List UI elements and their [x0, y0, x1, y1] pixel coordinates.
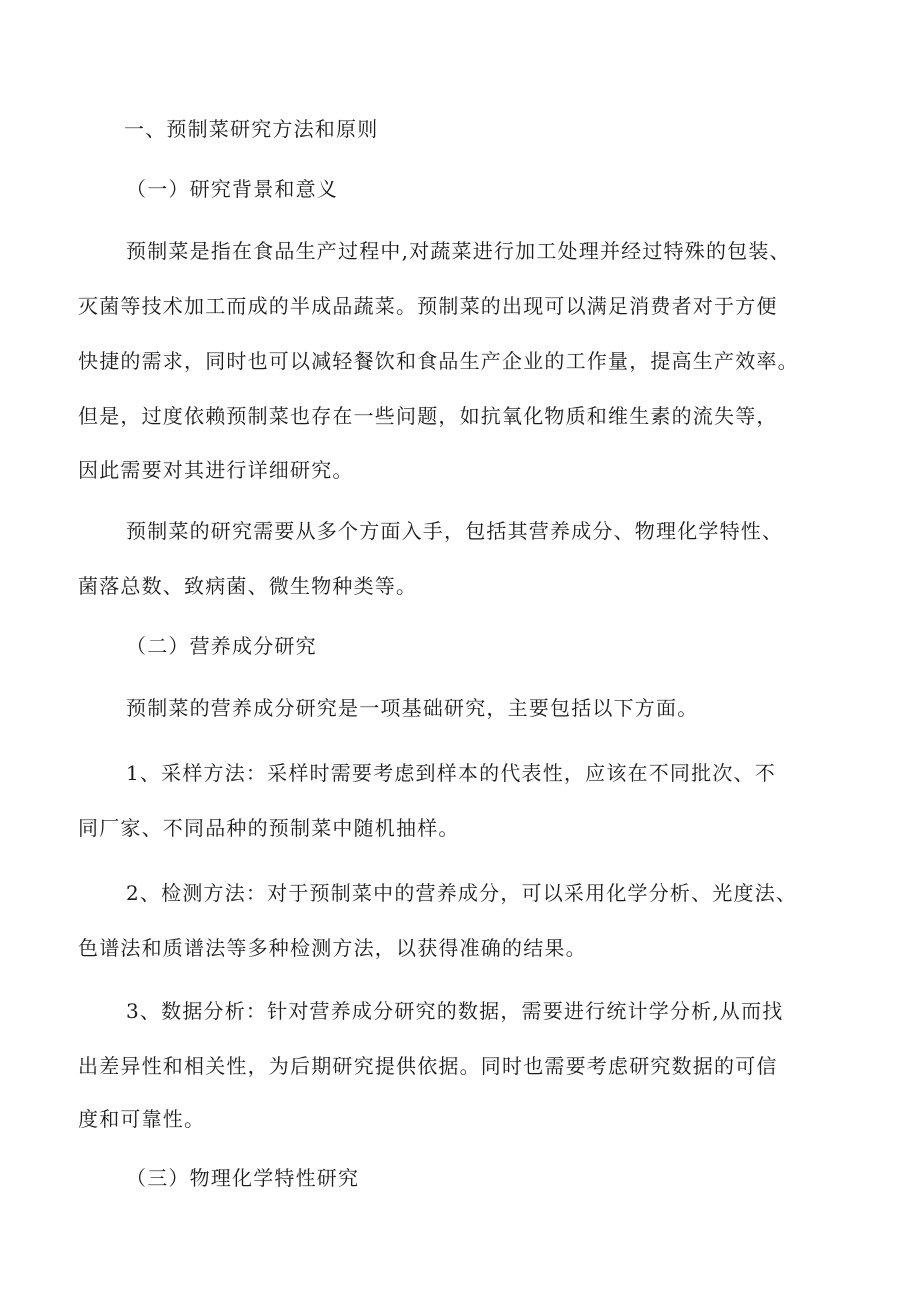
- list-item-line: 色谱法和质谱法等多种检测方法，以获得准确的结果。: [78, 936, 587, 960]
- paragraph-line: 预制菜的研究需要从多个方面入手，包括其营养成分、物理化学特性、: [126, 519, 784, 543]
- list-item-line: 2、检测方法：对于预制菜中的营养成分，可以采用化学分析、光度法、: [126, 881, 798, 905]
- paragraph-line: 预制菜是指在食品生产过程中,对蔬菜进行加工处理并经过特殊的包装、: [126, 239, 791, 263]
- list-item-line: 度和可靠性。: [78, 1107, 206, 1131]
- paragraph-line: 但是，过度依赖预制菜也存在一些问题，如抗氧化物质和维生素的流失等，: [78, 404, 778, 428]
- paragraph-line: 灭菌等技术加工而成的半成品蔬菜。预制菜的出现可以满足消费者对于方便: [78, 294, 778, 318]
- list-item-line: 出差异性和相关性，为后期研究提供依据。同时也需要考虑研究数据的可信: [78, 1054, 778, 1078]
- section-heading-2: （二）营养成分研究: [126, 634, 317, 658]
- paragraph-line: 预制菜的营养成分研究是一项基础研究，主要包括以下方面。: [126, 696, 699, 720]
- section-heading-1: （一）研究背景和意义: [126, 177, 338, 201]
- list-item-line: 同厂家、不同品种的预制菜中随机抽样。: [78, 816, 460, 840]
- list-item-line: 1、采样方法：采样时需要考虑到样本的代表性，应该在不同批次、不: [126, 761, 776, 785]
- section-heading-3: （三）物理化学特性研究: [126, 1166, 360, 1190]
- paragraph-line: 菌落总数、致病菌、微生物种类等。: [78, 574, 418, 598]
- paragraph-line: 快捷的需求，同时也可以减轻餐饮和食品生产企业的工作量，提高生产效率。: [78, 349, 799, 373]
- paragraph-line: 因此需要对其进行详细研究。: [78, 458, 354, 482]
- chapter-heading: 一、预制菜研究方法和原则: [124, 117, 379, 141]
- list-item-line: 3、数据分析：针对营养成分研究的数据，需要进行统计学分析,从而找: [126, 999, 784, 1023]
